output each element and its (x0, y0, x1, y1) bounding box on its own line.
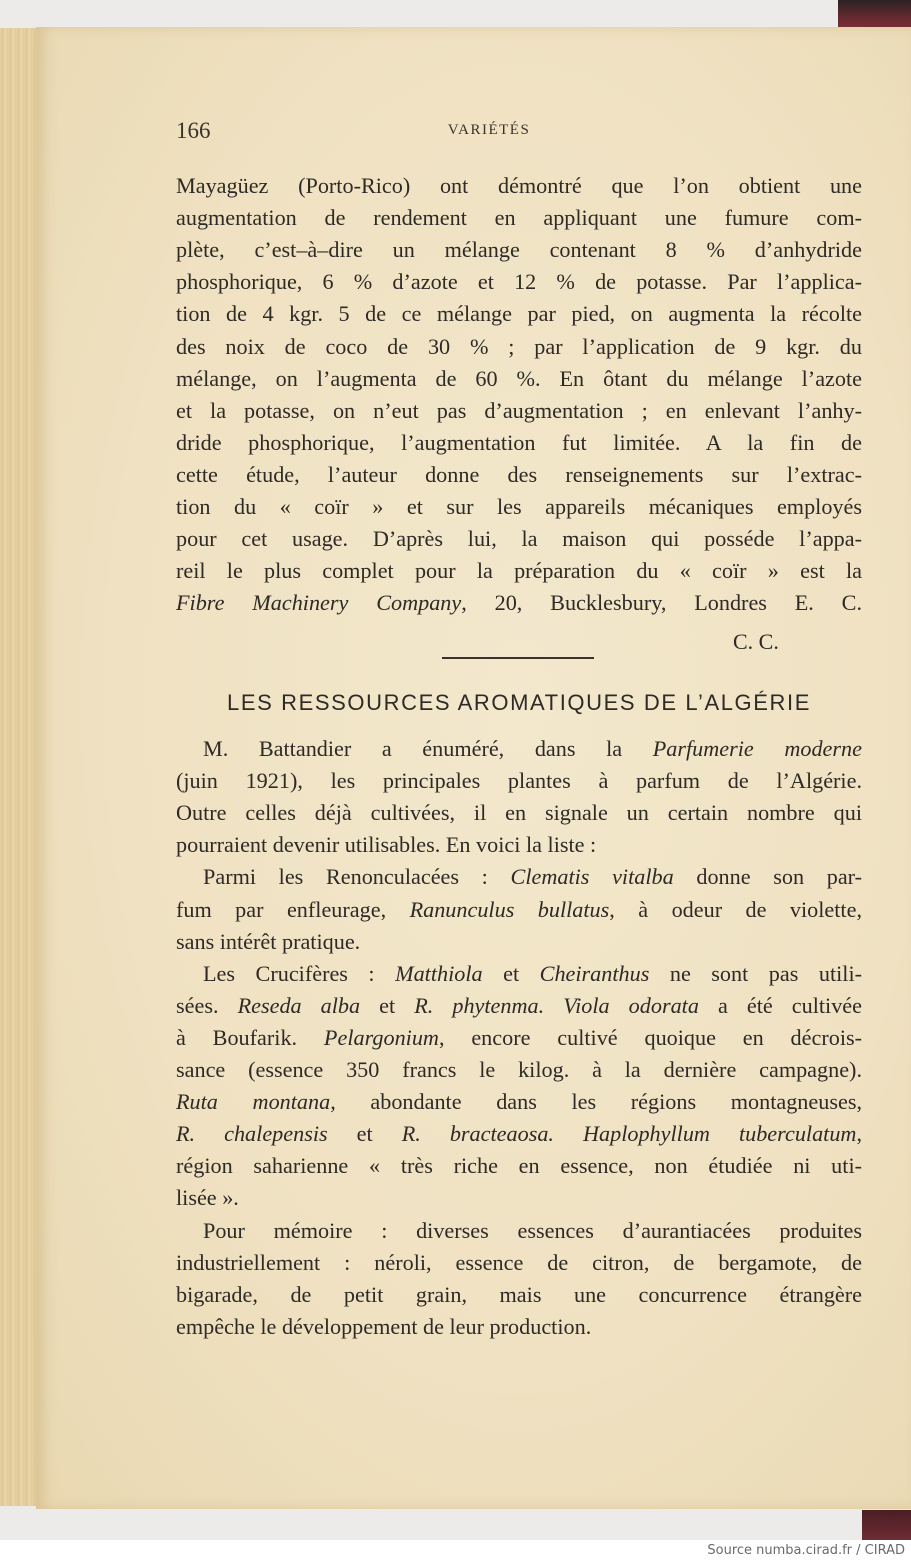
text-line: région saharienne « très riche en essence, non étudiée ni uti- (176, 1153, 862, 1179)
running-head (176, 118, 862, 148)
text-line: Ruta montana, abondante dans les régions montagneuses, (176, 1089, 863, 1115)
text-line: sans intérêt pratique. (176, 928, 361, 954)
book-cover-corner-bottom (862, 1510, 911, 1540)
text-line: sance (essence 350 francs le kilog. à la dernière campagne). (176, 1057, 862, 1082)
text-line: des noix de coco de 30 % ; par l’application de 9 kgr. du (176, 333, 862, 359)
text-line: Les Crucifères : Matthiola et Cheiranthus ne sont pas utili- (203, 960, 862, 986)
source-credit: Source numba.cirad.fr / CIRAD (707, 1543, 905, 1558)
text-line: R. chalepensis et R. bracteaosa. Haplophyllum tuberculatum, (176, 1121, 862, 1147)
page-number: 166 (176, 118, 211, 143)
text-line: Pour mémoire : diverses essences d’aurantiacées produites (203, 1217, 862, 1243)
text-line: lisée ». (176, 1185, 239, 1211)
running-head-title: VARIÉTÉS (447, 122, 531, 138)
text-line: fum par enfleurage, Ranunculus bullatus, à odeur de violette, (176, 896, 862, 922)
text-line: (juin 1921), les principales plantes à parfum de l’Algérie. (176, 768, 862, 794)
text-line: sées. Reseda alba et R. phytenma. Viola odorata a été cultivée (176, 992, 862, 1018)
section-title: LES RESSOURCES AROMATIQUES DE L’ALGÉRIE (226, 690, 812, 715)
text-line: bigarade, de petit grain, mais une concurrence étrangère (176, 1281, 862, 1307)
text-line: empêche le développement de leur production. (176, 1313, 592, 1339)
text-line: tion du « coïr » et sur les appareils mécaniques employés (176, 494, 862, 519)
text-line: Parmi les Renonculacées : Clematis vitalba donne son par- (203, 864, 863, 890)
text-line: reil le plus complet pour la préparation du « coïr » est la (176, 558, 862, 584)
text-line: mélange, on l’augmenta de 60 %. En ôtant du mélange l’azote (176, 365, 862, 391)
text-line: Fibre Machinery Company, 20, Bucklesbury, Londres E. C. (176, 590, 862, 616)
text-line: Outre celles déjà cultivées, il en signale un certain nombre qui (176, 800, 862, 826)
text-line: pour cet usage. D’après lui, la maison qui posséde l’appa- (176, 526, 862, 552)
article-signature: C. C. (733, 629, 779, 654)
text-line: industriellement : néroli, essence de citron, de bergamote, de (176, 1249, 862, 1275)
text-line: et la potasse, on n’eut pas d’augmentation ; en enlevant l’anhy- (176, 397, 862, 423)
text-line: Mayagüez (Porto-Rico) ont démontré que l’on obtient une (176, 173, 862, 198)
text-line: pourraient devenir utilisables. En voici la liste : (176, 832, 597, 858)
text-line: plète, c’est–à–dire un mélange contenant 8 % d’anhydride (176, 237, 862, 263)
text-line: cette étude, l’auteur donne des renseignements sur l’extrac- (176, 461, 862, 487)
text-line: tion de 4 kgr. 5 de ce mélange par pied, on augmenta la récolte (176, 301, 862, 327)
text-line: phosphorique, 6 % d’azote et 12 % de potasse. Par l’applica- (176, 269, 862, 295)
text-line: à Boufarik. Pelargonium, encore cultivé quoique en décrois- (176, 1024, 863, 1050)
text-line: M. Battandier a énuméré, dans la Parfumerie moderne (203, 736, 862, 761)
text-line: dride phosphorique, l’augmentation fut limitée. A la fin de (176, 429, 862, 455)
text-line: augmentation de rendement en appliquant une fumure com- (176, 205, 862, 231)
section-separator-rule (442, 657, 594, 659)
